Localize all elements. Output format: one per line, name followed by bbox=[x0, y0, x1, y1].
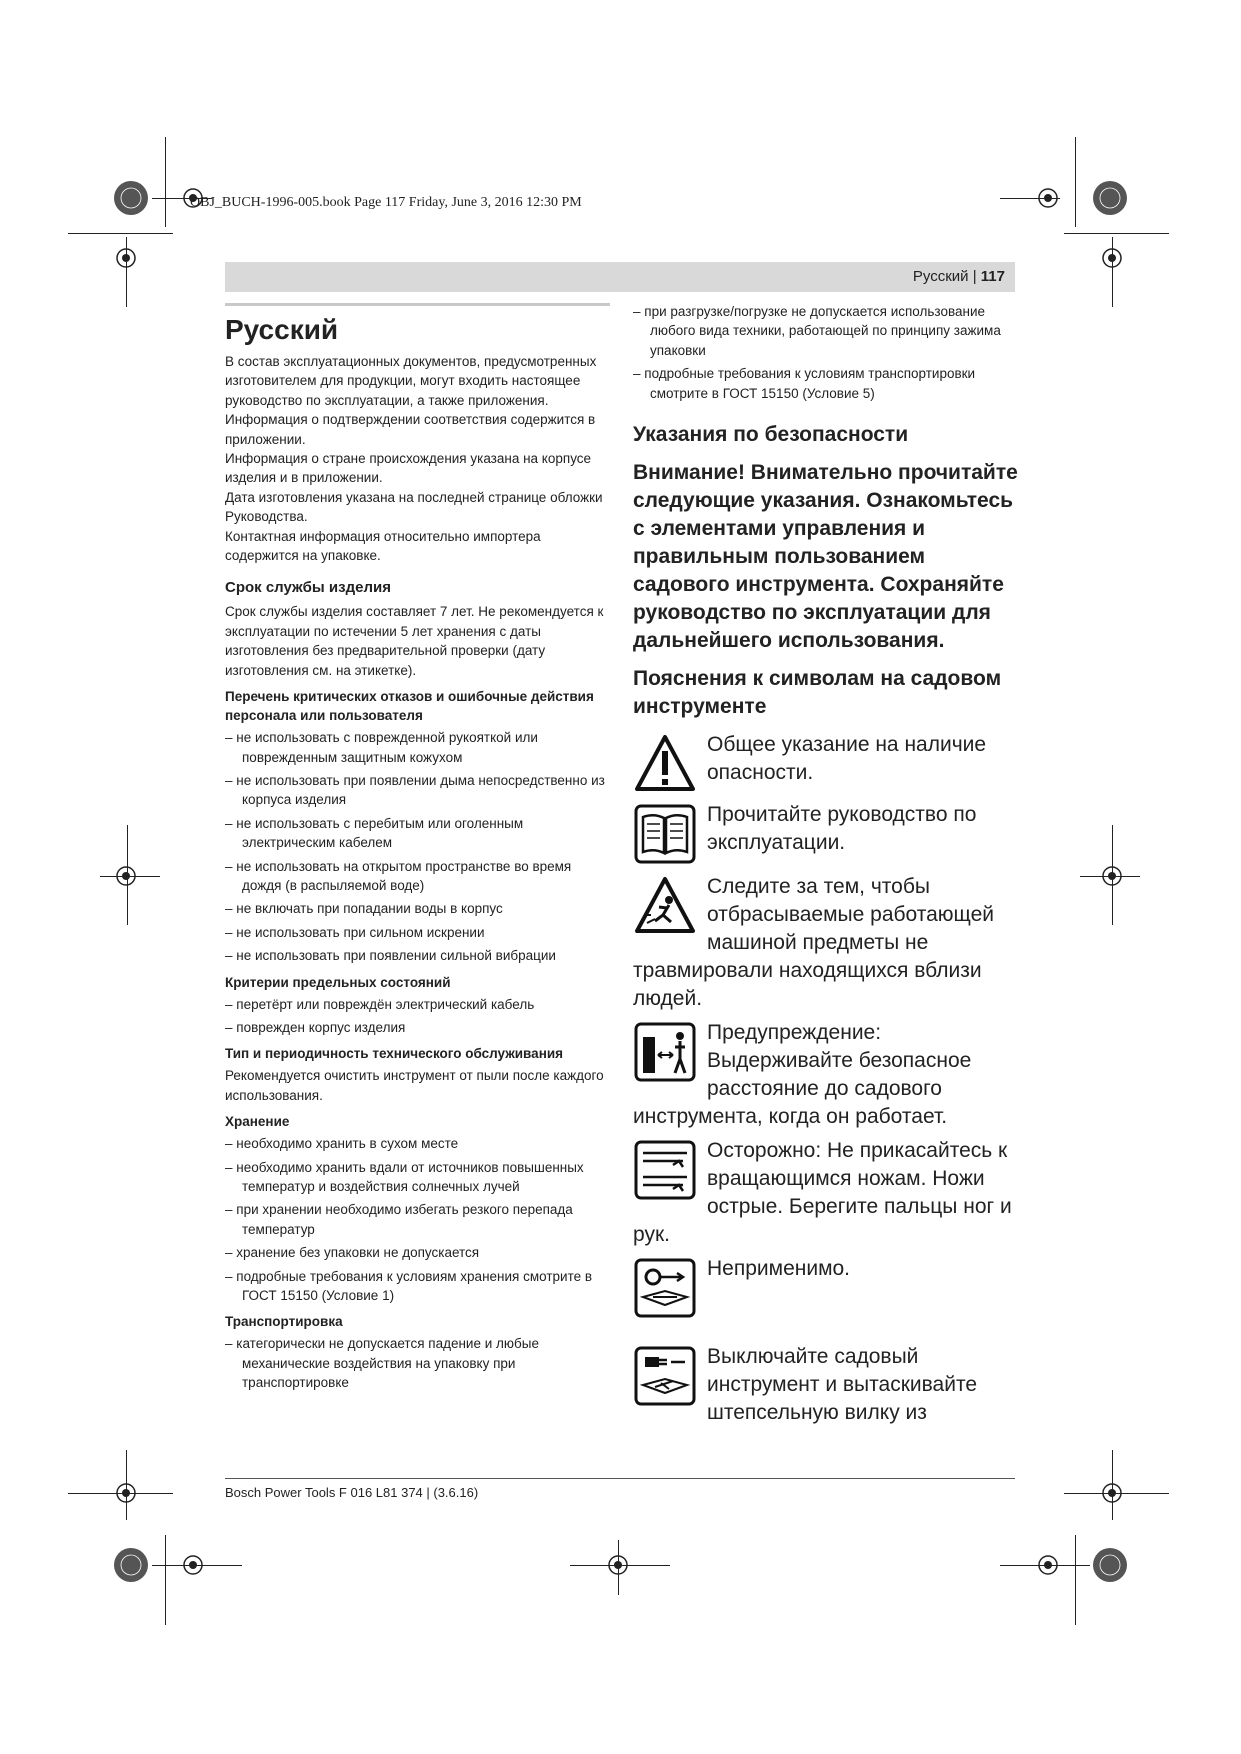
symbols-heading: Пояснения к символам на садовом инструменте bbox=[633, 667, 1002, 719]
list-item: – не использовать при появлении сильной вибрации bbox=[225, 946, 610, 965]
list-item: – поврежден корпус изделия bbox=[225, 1018, 610, 1037]
transport-list bbox=[225, 1334, 610, 1392]
intro-paragraph: Контактная информация относительно импортера содержится на упаковке. bbox=[225, 528, 541, 564]
intro-paragraph: Дата изготовления указана на последней странице обложки Руководства. bbox=[225, 489, 603, 525]
service-life-heading: Срок службы изделия bbox=[225, 579, 391, 597]
header-text bbox=[913, 262, 1015, 292]
maintenance-heading: Тип и периодичность технического обслуживания bbox=[225, 1046, 564, 1062]
list-item: – при разгрузке/погрузке не допускается использование любого вида техники, работающей по принципу зажима упаковки bbox=[633, 302, 1018, 360]
symbol-text: Общее указание на наличие опасности. bbox=[707, 733, 987, 785]
symbol-text: Неприменимо. bbox=[707, 1257, 851, 1281]
page-title: Русский bbox=[225, 314, 339, 345]
storage-heading: Хранение bbox=[225, 1114, 290, 1130]
symbol-row bbox=[633, 731, 1018, 795]
list-item: – не включать при попадании воды в корпус bbox=[225, 899, 610, 918]
symbol-text: Осторожно: Не прикасайтесь к вращающимся ножам. Ножи острые. Берегите пальцы ног и рук. bbox=[633, 1139, 1012, 1247]
safety-heading: Указания по безопасности bbox=[633, 423, 909, 447]
right-column bbox=[633, 302, 1018, 1433]
safety-warning: Внимание! Внимательно прочитайте следующие указания. Ознакомьтесь с элементами управления и правильным пользованием садового инструмента. Сохраняйте руководство по эксплуатации для дальнейшего использования. bbox=[633, 461, 1018, 653]
unplug-icon bbox=[633, 1345, 697, 1407]
list-item: – хранение без упаковки не допускается bbox=[225, 1243, 610, 1262]
list-item: – категорически не допускается падение и любые механические воздействия на упаковку при транспортировке bbox=[225, 1334, 610, 1392]
symbol-text: Предупреждение: Выдерживайте безопасное расстояние до садового инструмента, когда он работает. bbox=[633, 1021, 972, 1129]
maintenance-text: Рекомендуется очистить инструмент от пыли после каждого использования. bbox=[225, 1068, 604, 1103]
intro-paragraph: Информация о стране происхождения указана на корпусе изделия и в приложении. bbox=[225, 451, 592, 486]
symbol-text: Следите за тем, чтобы отбрасываемые работающей машиной предметы не травмировали находящихся вблизи людей. bbox=[633, 875, 995, 1011]
page-footer: Bosch Power Tools F 016 L81 374 | (3.6.16) bbox=[225, 1485, 479, 1500]
list-item: – не использовать при появлении дыма непосредственно из корпуса изделия bbox=[225, 771, 610, 810]
not-applicable-icon bbox=[633, 1257, 697, 1319]
page-number: 117 bbox=[980, 268, 1005, 285]
list-item: – при хранении необходимо избегать резкого перепада температур bbox=[225, 1200, 610, 1239]
print-file-info: OBJ_BUCH-1996-005.book Page 117 Friday, June 3, 2016 12:30 PM bbox=[190, 195, 582, 210]
transport-heading: Транспортировка bbox=[225, 1314, 343, 1330]
symbol-row bbox=[633, 1343, 1018, 1427]
failures-heading: Перечень критических отказов и ошибочные действия персонала или пользователя bbox=[225, 689, 594, 724]
limits-heading: Критерии предельных состояний bbox=[225, 974, 451, 990]
section-rule bbox=[225, 303, 610, 306]
failures-list bbox=[225, 728, 610, 965]
manual-book-icon bbox=[633, 803, 697, 865]
safe-distance-icon bbox=[633, 1021, 697, 1083]
flying-objects-icon bbox=[633, 875, 697, 935]
list-item: – необходимо хранить вдали от источников повышенных температур и воздействия солнечных лучей bbox=[225, 1158, 610, 1197]
footer-rule bbox=[225, 1478, 1015, 1479]
warning-triangle-icon bbox=[633, 733, 697, 793]
rotating-blades-icon bbox=[633, 1139, 697, 1201]
list-item: – не использовать при сильном искрении bbox=[225, 923, 610, 942]
symbol-text: Выключайте садовый инструмент и вытаскивайте штепсельную вилку из bbox=[707, 1345, 978, 1425]
intro-paragraph: В состав эксплуатационных документов, предусмотренных изготовителем для продукции, могут входить настоящее руководство по эксплуатации, а также приложения. bbox=[225, 354, 597, 408]
header-section: Русский | bbox=[912, 268, 977, 285]
list-item: – не использовать на открытом пространстве во время дождя (в распыляемой воде) bbox=[225, 857, 610, 896]
symbol-row bbox=[633, 1137, 1018, 1249]
symbol-row bbox=[633, 1255, 1018, 1321]
page-header bbox=[225, 262, 1015, 292]
intro-paragraph: Информация о подтверждении соответствия содержится в приложении. bbox=[225, 412, 596, 447]
limits-list bbox=[225, 995, 610, 1038]
symbol-text: Прочитайте руководство по эксплуатации. bbox=[707, 803, 977, 855]
list-item: – перетёрт или повреждён электрический кабель bbox=[225, 995, 610, 1014]
list-item: – не использовать с перебитым или оголенным электрическим кабелем bbox=[225, 814, 610, 853]
symbol-row bbox=[633, 801, 1018, 867]
list-item: – подробные требования к условиям транспортировки смотрите в ГОСТ 15150 (Условие 5) bbox=[633, 364, 1018, 403]
storage-list bbox=[225, 1134, 610, 1305]
list-item: – подробные требования к условиям хранения смотрите в ГОСТ 15150 (Условие 1) bbox=[225, 1267, 610, 1306]
list-item: – необходимо хранить в сухом месте bbox=[225, 1134, 610, 1153]
service-life-text: Срок службы изделия составляет 7 лет. Не рекомендуется к эксплуатации по истечении 5 лет хранения с даты изготовления без предварительной проверки (дату изготовления см. на этикетке). bbox=[225, 604, 604, 678]
left-column bbox=[225, 303, 610, 1397]
transport-list-continued bbox=[633, 302, 1018, 403]
symbol-row bbox=[633, 1019, 1018, 1131]
list-item: – не использовать с поврежденной рукояткой или поврежденным защитным кожухом bbox=[225, 728, 610, 767]
symbol-row bbox=[633, 873, 1018, 1013]
